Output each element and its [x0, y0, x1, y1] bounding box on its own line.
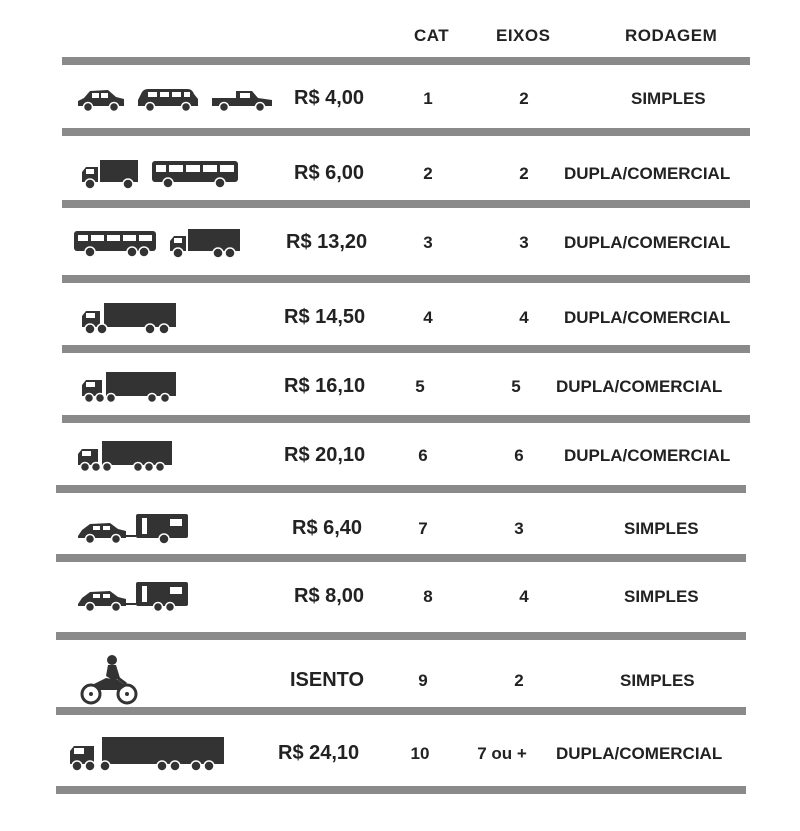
truck-5-axle-icon: [80, 370, 178, 404]
car-with-trailer-2-axle-icon: [76, 580, 190, 614]
table-row: [0, 425, 800, 487]
wheel-type: SIMPLES: [624, 519, 699, 538]
axles: 4: [519, 308, 529, 327]
table-row: [0, 356, 800, 418]
table-row: [0, 498, 800, 560]
header-cat: CAT: [414, 26, 450, 45]
bus-icon: [150, 158, 240, 190]
motorcycle-icon: [80, 654, 138, 708]
row-divider: [62, 57, 750, 65]
category: 9: [418, 671, 428, 690]
row-divider: [56, 632, 746, 640]
header-eixos: EIXOS: [496, 26, 551, 45]
table-row: [0, 212, 800, 274]
price: R$ 20,10: [284, 444, 366, 466]
wheel-type: SIMPLES: [620, 671, 695, 690]
price: R$ 6,40: [292, 517, 363, 539]
category: 4: [423, 308, 433, 327]
price: R$ 24,10: [278, 742, 360, 764]
category: 3: [423, 233, 433, 252]
wheel-type: DUPLA/COMERCIAL: [564, 233, 731, 252]
table-row: [0, 650, 800, 712]
bus-3-axle-icon: [72, 227, 158, 259]
wheel-type: SIMPLES: [631, 89, 706, 108]
table-row: [0, 566, 800, 628]
axles: 7 ou +: [477, 744, 527, 763]
axles: 6: [514, 446, 524, 465]
pickup-icon: [210, 86, 274, 112]
truck-2-axle-icon: [80, 158, 140, 190]
truck-4-axle-icon: [80, 301, 178, 335]
row-divider: [56, 786, 746, 794]
axles: 3: [519, 233, 529, 252]
wheel-type: DUPLA/COMERCIAL: [556, 377, 723, 396]
header-rodagem: RODAGEM: [625, 26, 718, 45]
axles: 2: [519, 164, 529, 183]
price: R$ 6,00: [294, 162, 365, 184]
table-row: [0, 143, 800, 205]
axles: 3: [514, 519, 524, 538]
category: 8: [423, 587, 433, 606]
sedan-icon: [76, 86, 126, 112]
truck-6-axle-icon: [76, 439, 174, 473]
axles: 2: [514, 671, 524, 690]
row-divider: [62, 275, 750, 283]
category: 10: [410, 744, 430, 763]
axles: 5: [511, 377, 521, 396]
wheel-type: DUPLA/COMERCIAL: [556, 744, 723, 763]
price: R$ 8,00: [294, 585, 365, 607]
category: 5: [415, 377, 425, 396]
price: R$ 16,10: [284, 375, 366, 397]
price: ISENTO: [290, 669, 365, 691]
category: 2: [423, 164, 433, 183]
table-row: [0, 287, 800, 349]
price: R$ 13,20: [286, 231, 368, 253]
category: 7: [418, 519, 428, 538]
van-icon: [136, 86, 200, 112]
table-row: [0, 68, 800, 130]
axles: 2: [519, 89, 529, 108]
car-with-trailer-icon: [76, 512, 190, 546]
wheel-type: DUPLA/COMERCIAL: [564, 164, 731, 183]
price: R$ 4,00: [294, 87, 365, 109]
axles: 4: [519, 587, 529, 606]
truck-3-axle-icon: [168, 227, 242, 259]
category: 6: [418, 446, 428, 465]
category: 1: [423, 89, 433, 108]
wheel-type: DUPLA/COMERCIAL: [564, 308, 731, 327]
price: R$ 14,50: [284, 306, 366, 328]
table-row: [0, 723, 800, 785]
wheel-type: DUPLA/COMERCIAL: [564, 446, 731, 465]
truck-7-axle-icon: [68, 735, 226, 773]
wheel-type: SIMPLES: [624, 587, 699, 606]
